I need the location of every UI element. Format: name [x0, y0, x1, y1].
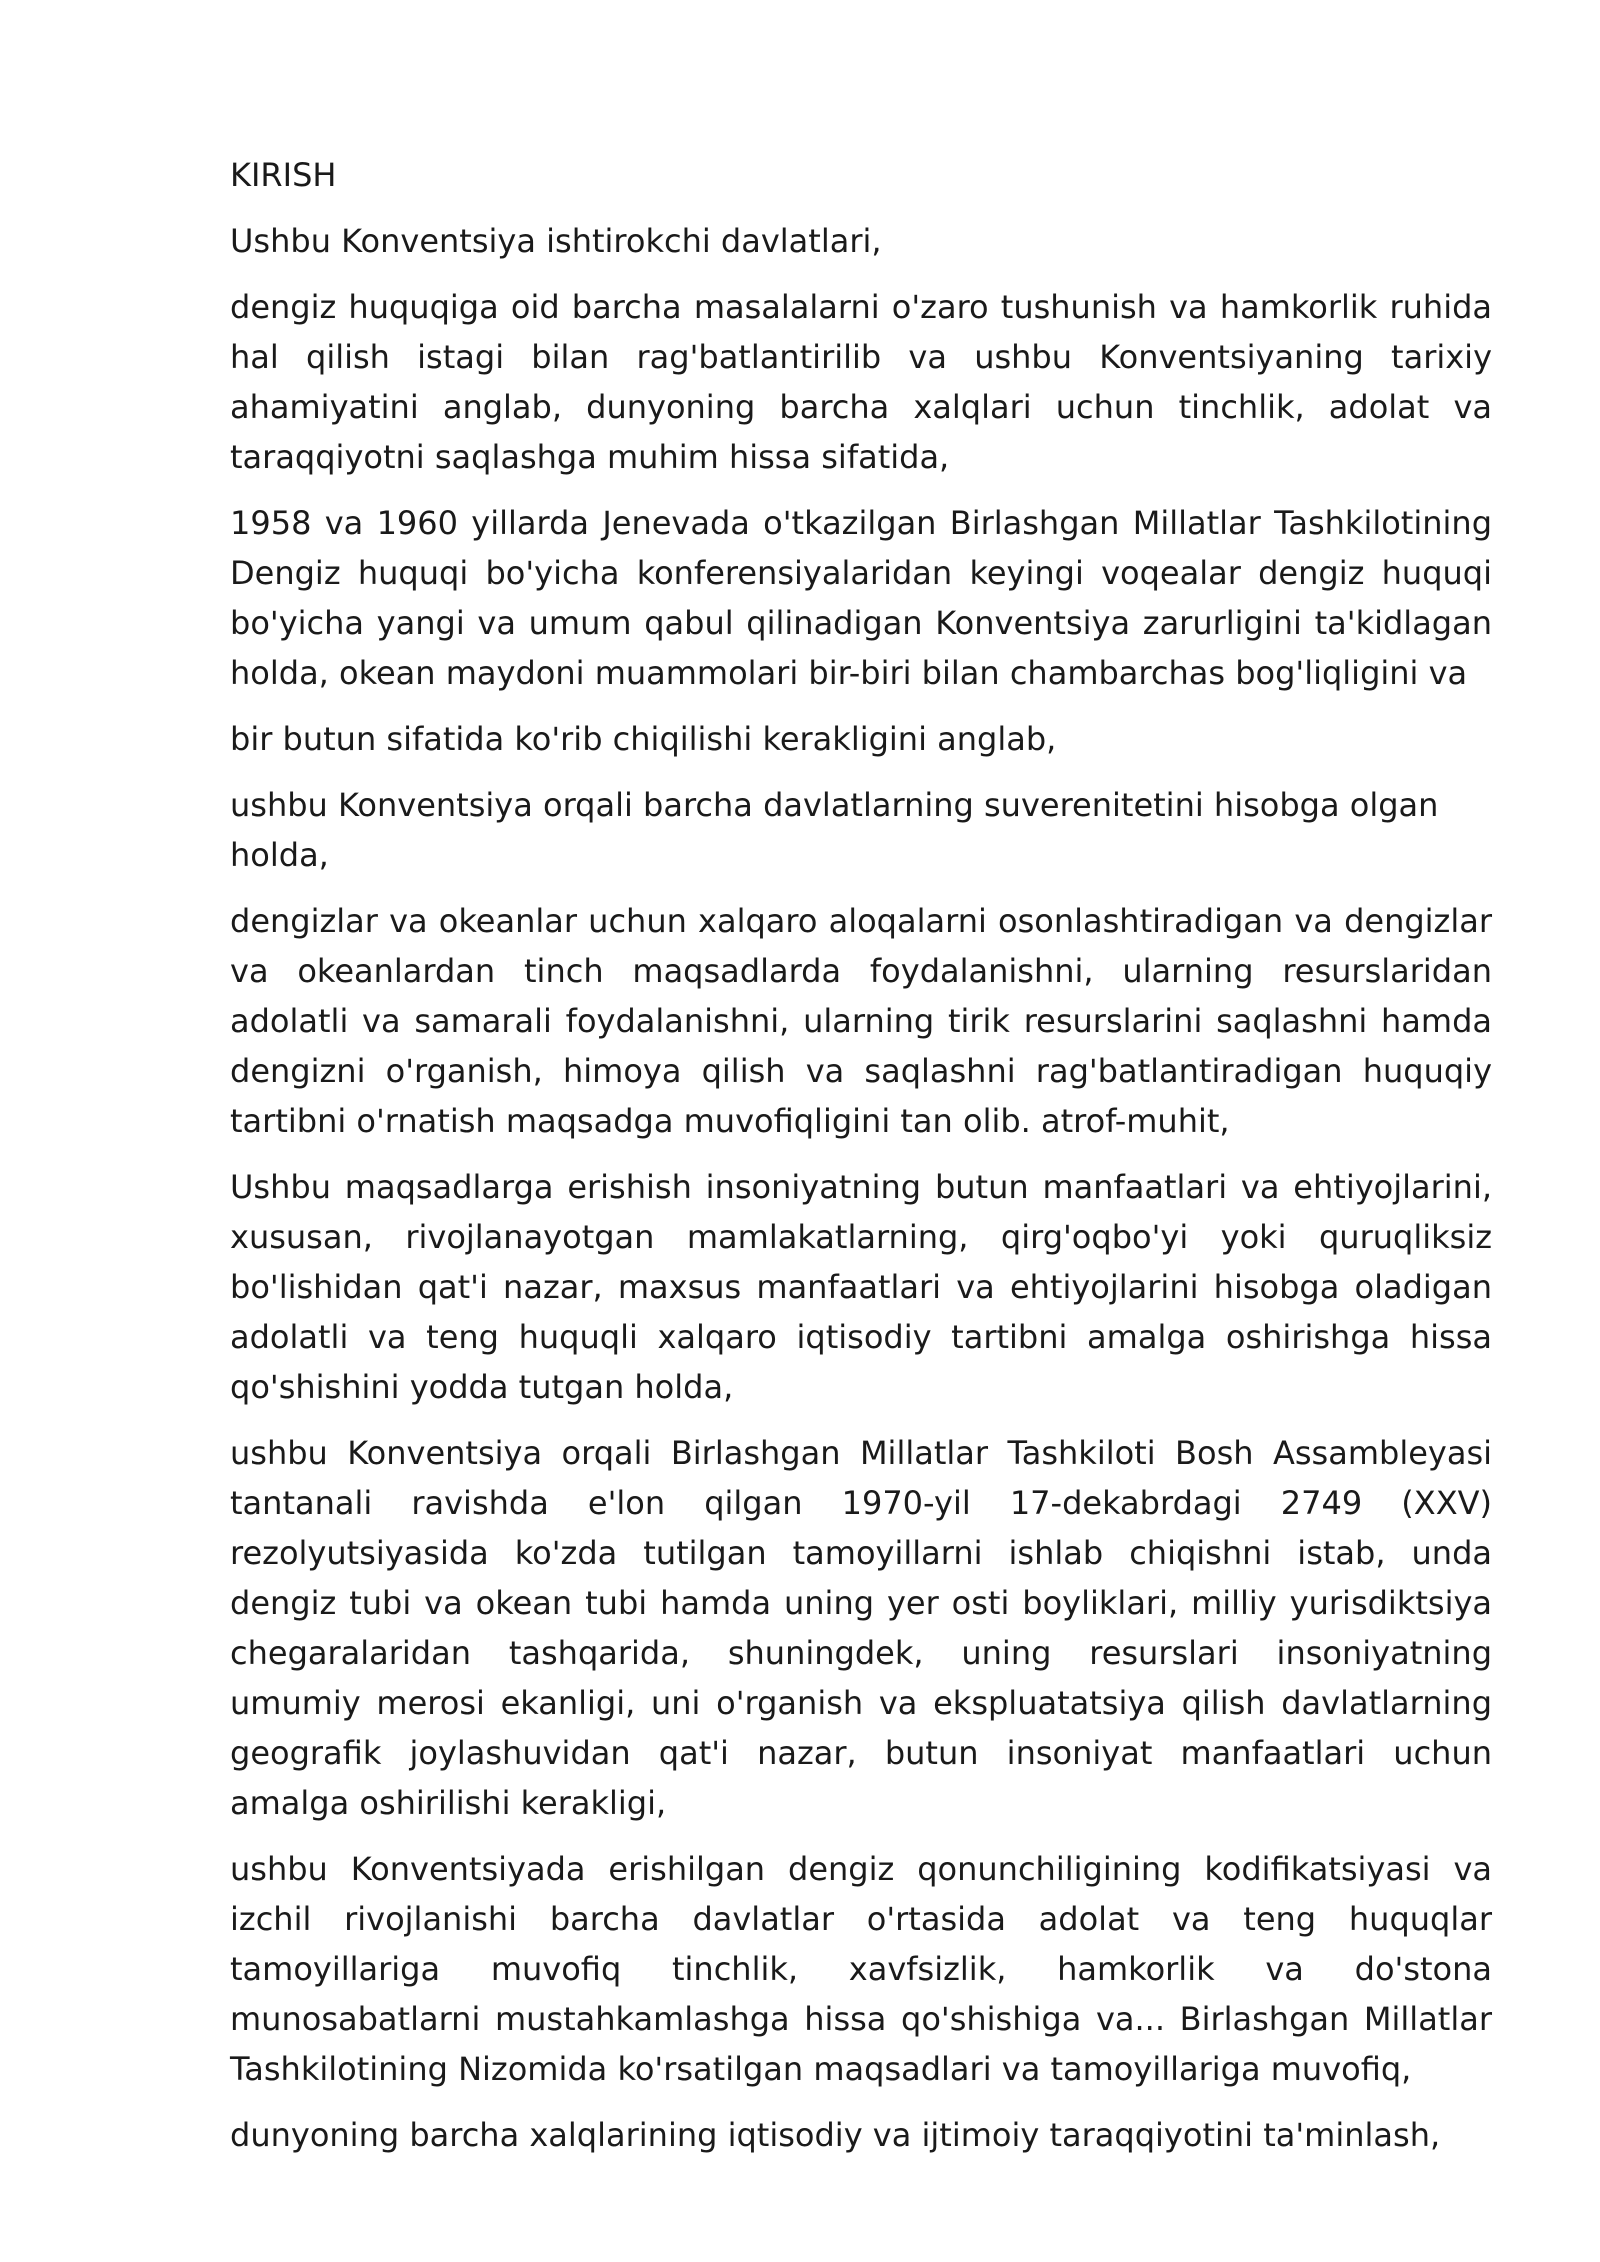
paragraph-6: dengizlar va okeanlar uchun xalqaro aloqalarni osonlashtiradigan va dengizlar va okeanlardan tinch maqsadlarda foydalanishni, ularning resurslaridan adolatli va samarali foydalanishni, ularning tirik resurslarini saqlashni hamda dengizni o'rganish, himoya qilish va saqlashni rag'batlantiradigan huquqiy tartibni o'rnatish maqsadga muvofiqligini tan olib. atrof-muhit,	[230, 902, 1492, 1140]
paragraph-8: ushbu Konventsiya orqali Birlashgan Millatlar Tashkiloti Bosh Assambleyasi tantanali ravishda e'lon qilgan 1970-yil 17-dekabrdagi 2749 (XXV) rezolyutsiyasida ko'zda tutilgan tamoyillarni ishlab chiqishni istab, unda dengiz tubi va okean tubi hamda uning yer osti boyliklari, milliy yurisdiktsiya chegaralaridan tashqarida, shuningdek, uning resurslari insoniyatning umumiy merosi ekanligi, uni o'rganish va ekspluatatsiya qilish davlatlarning geografik joylashuvidan qat'i nazar, butun insoniyat manfaatlari uchun amalga oshirilishi kerakligi,	[230, 1434, 1492, 1822]
document-body	[230, 150, 1492, 2176]
document-heading: KIRISH	[230, 156, 337, 194]
paragraph-7: Ushbu maqsadlarga erishish insoniyatning butun manfaatlari va ehtiyojlarini, xususan, rivojlanayotgan mamlakatlarning, qirg'oqbo'yi yoki quruqliksiz bo'lishidan qat'i nazar, maxsus manfaatlari va ehtiyojlarini hisobga oladigan adolatli va teng huquqli xalqaro iqtisodiy tartibni amalga oshirishga hissa qo'shishini yodda tutgan holda,	[230, 1168, 1492, 1406]
paragraph-5: ushbu Konventsiya orqali barcha davlatlarning suverenitetini hisobga olgan holda,	[230, 786, 1439, 874]
paragraph-10: dunyoning barcha xalqlarining iqtisodiy va ijtimoiy taraqqiyotini ta'minlash,	[230, 2116, 1441, 2154]
paragraph-2: dengiz huquqiga oid barcha masalalarni o'zaro tushunish va hamkorlik ruhida hal qilish istagi bilan rag'batlantirilib va ushbu Konventsiyaning tarixiy ahamiyatini anglab, dunyoning barcha xalqlari uchun tinchlik, adolat va taraqqiyotni saqlashga muhim hissa sifatida,	[230, 288, 1492, 476]
paragraph-1: Ushbu Konventsiya ishtirokchi davlatlari,	[230, 222, 882, 260]
paragraph-4: bir butun sifatida ko'rib chiqilishi kerakligini anglab,	[230, 720, 1057, 758]
paragraph-9: ushbu Konventsiyada erishilgan dengiz qonunchiligining kodifikatsiyasi va izchil rivojlanishi barcha davlatlar o'rtasida adolat va teng huquqlar tamoyillariga muvofiq tinchlik, xavfsizlik, hamkorlik va do'stona munosabatlarni mustahkamlashga hissa qo'shishiga va... Birlashgan Millatlar Tashkilotining Nizomida ko'rsatilgan maqsadlari va tamoyillariga muvofiq,	[230, 1850, 1492, 2088]
paragraph-3: 1958 va 1960 yillarda Jenevada o'tkazilgan Birlashgan Millatlar Tashkilotining Dengiz huquqi bo'yicha konferensiyalaridan keyingi voqealar dengiz huquqi bo'yicha yangi va umum qabul qilinadigan Konventsiya zarurligini ta'kidlagan holda, okean maydoni muammolari bir-biri bilan chambarchas bog'liqligini va	[230, 504, 1492, 692]
